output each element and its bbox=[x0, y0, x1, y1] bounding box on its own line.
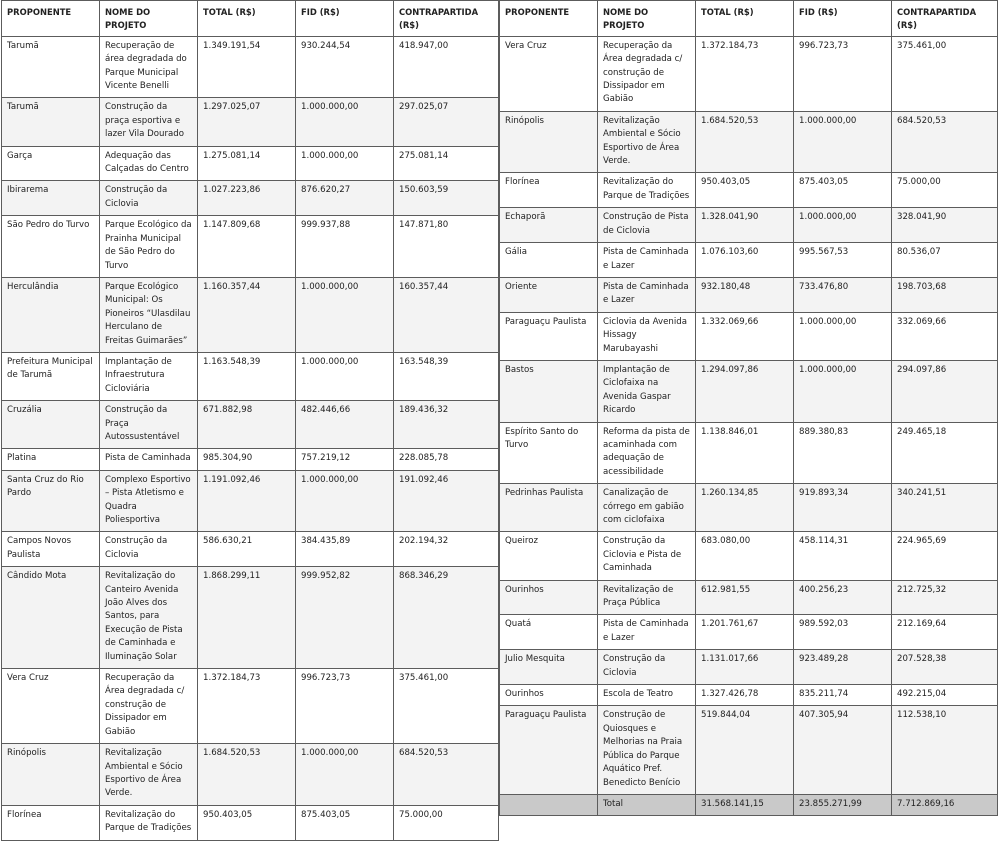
cell-fid: 999.937,88 bbox=[296, 216, 394, 278]
table-row bbox=[2, 805, 499, 840]
table-row bbox=[500, 277, 998, 312]
cell-contrapartida: 212.725,32 bbox=[892, 580, 998, 615]
cell-fid: 1.000.000,00 bbox=[296, 277, 394, 352]
cell-proponente: Platina bbox=[2, 449, 100, 470]
cell-fid: 400.256,23 bbox=[794, 580, 892, 615]
cell-contrapartida: 375.461,00 bbox=[892, 36, 998, 111]
cell-projeto: Pista de Caminhada bbox=[100, 449, 198, 470]
cell-projeto: Construção de Pista de Ciclovia bbox=[598, 208, 696, 243]
cell-contrapartida: 294.097,86 bbox=[892, 360, 998, 422]
table-row bbox=[500, 243, 998, 278]
cell-projeto: Construção da praça esportiva e lazer Vila Dourado bbox=[100, 98, 198, 146]
header-total: TOTAL (R$) bbox=[696, 1, 794, 37]
cell-total: 1.138.846,01 bbox=[696, 422, 794, 484]
cell-projeto: Construção da Ciclovia bbox=[598, 650, 696, 685]
cell-fid: 733.476,80 bbox=[794, 277, 892, 312]
cell-projeto: Canalização de córrego em gabião com ciclofaixa bbox=[598, 484, 696, 532]
cell-projeto: Construção da Ciclovia e Pista de Caminhada bbox=[598, 532, 696, 580]
cell-projeto: Parque Ecológico da Prainha Municipal de São Pedro do Turvo bbox=[100, 216, 198, 278]
cell-total: 1.372.184,73 bbox=[198, 669, 296, 744]
table-row bbox=[2, 401, 499, 449]
cell-fid: 995.567,53 bbox=[794, 243, 892, 278]
cell-fid: 407.305,94 bbox=[794, 706, 892, 794]
cell-fid: 876.620,27 bbox=[296, 181, 394, 216]
header-fid: FID (R$) bbox=[794, 1, 892, 37]
table-row bbox=[2, 277, 499, 352]
table-row bbox=[500, 532, 998, 580]
cell-fid: 999.952,82 bbox=[296, 567, 394, 669]
table-row bbox=[500, 484, 998, 532]
cell-contrapartida: 684.520,53 bbox=[394, 744, 499, 806]
cell-proponente: Pedrinhas Paulista bbox=[500, 484, 598, 532]
cell-total: 1.868.299,11 bbox=[198, 567, 296, 669]
cell-fid: 1.000.000,00 bbox=[794, 360, 892, 422]
cell-projeto: Recuperação da Área degradada c/ construção de Dissipador em Gabião bbox=[100, 669, 198, 744]
cell-proponente: Tarumã bbox=[2, 98, 100, 146]
table-row bbox=[500, 650, 998, 685]
cell-contrapartida: 340.241,51 bbox=[892, 484, 998, 532]
cell-fid: 1.000.000,00 bbox=[296, 470, 394, 532]
table-row bbox=[500, 208, 998, 243]
cell-contrapartida: 80.536,07 bbox=[892, 243, 998, 278]
cell-proponente: Florínea bbox=[2, 805, 100, 840]
cell-fid: 1.000.000,00 bbox=[296, 98, 394, 146]
header-total: TOTAL (R$) bbox=[198, 1, 296, 37]
cell-projeto: Revitalização do Canteiro Avenida João Alves dos Santos, para Execução de Pista de Caminhada e Iluminação Solar bbox=[100, 567, 198, 669]
cell-contrapartida: 112.538,10 bbox=[892, 706, 998, 794]
cell-proponente: Julio Mesquita bbox=[500, 650, 598, 685]
cell-total: 683.080,00 bbox=[696, 532, 794, 580]
cell-total: 1.294.097,86 bbox=[696, 360, 794, 422]
cell-contrapartida: 75.000,00 bbox=[892, 173, 998, 208]
cell-total: 1.163.548,39 bbox=[198, 352, 296, 400]
cell-proponente: Ourinhos bbox=[500, 685, 598, 706]
cell-proponente: Espírito Santo do Turvo bbox=[500, 422, 598, 484]
header-projeto: NOME DO PROJETO bbox=[598, 1, 696, 37]
cell-total: 1.131.017,66 bbox=[696, 650, 794, 685]
table-row bbox=[500, 580, 998, 615]
cell-total: 950.403,05 bbox=[696, 173, 794, 208]
cell-fid: 1.000.000,00 bbox=[296, 744, 394, 806]
cell-fid: 919.893,34 bbox=[794, 484, 892, 532]
header-proponente: PROPONENTE bbox=[500, 1, 598, 37]
cell-proponente: Echaporã bbox=[500, 208, 598, 243]
cell-contrapartida: 228.085,78 bbox=[394, 449, 499, 470]
cell-contrapartida: 212.169,64 bbox=[892, 615, 998, 650]
cell-projeto: Revitalização de Praça Pública bbox=[598, 580, 696, 615]
cell-contrapartida: 328.041,90 bbox=[892, 208, 998, 243]
cell-total: 1.275.081,14 bbox=[198, 146, 296, 181]
cell-projeto: Revitalização do Parque de Tradições bbox=[100, 805, 198, 840]
cell-contrapartida: 75.000,00 bbox=[394, 805, 499, 840]
cell-proponente: Paraguaçu Paulista bbox=[500, 312, 598, 360]
cell-projeto: Revitalização Ambiental e Sócio Esportivo de Área Verde. bbox=[598, 111, 696, 173]
cell-projeto: Pista de Caminhada e Lazer bbox=[598, 615, 696, 650]
cell-proponente: Quatá bbox=[500, 615, 598, 650]
cell-total: 671.882,98 bbox=[198, 401, 296, 449]
cell-proponente: Herculândia bbox=[2, 277, 100, 352]
cell-proponente: Prefeitura Municipal de Tarumã bbox=[2, 352, 100, 400]
cell-total: 1.349.191,54 bbox=[198, 36, 296, 98]
cell-contrapartida: 163.548,39 bbox=[394, 352, 499, 400]
cell-proponente: Bastos bbox=[500, 360, 598, 422]
cell-total: 1.297.025,07 bbox=[198, 98, 296, 146]
table-row bbox=[2, 146, 499, 181]
cell-contrapartida: 160.357,44 bbox=[394, 277, 499, 352]
cell-contrapartida: 224.965,69 bbox=[892, 532, 998, 580]
cell-contrapartida: 492.215,04 bbox=[892, 685, 998, 706]
cell-fid: 835.211,74 bbox=[794, 685, 892, 706]
cell-total: 1.201.761,67 bbox=[696, 615, 794, 650]
cell-contrapartida: 275.081,14 bbox=[394, 146, 499, 181]
cell-total: 1.328.041,90 bbox=[696, 208, 794, 243]
table-row bbox=[2, 744, 499, 806]
table-row bbox=[2, 449, 499, 470]
cell-fid: 889.380,83 bbox=[794, 422, 892, 484]
cell-total: 519.844,04 bbox=[696, 706, 794, 794]
cell-total: 1.191.092,46 bbox=[198, 470, 296, 532]
cell-projeto: Reforma da pista de acaminhada com adequação de acessibilidade bbox=[598, 422, 696, 484]
cell-total: 950.403,05 bbox=[198, 805, 296, 840]
cell-fid: 875.403,05 bbox=[794, 173, 892, 208]
cell-projeto: Construção da Praça Autossustentável bbox=[100, 401, 198, 449]
cell-projeto: Parque Ecológico Municipal: Os Pioneiros “Ulasdilau Herculano de Freitas Guimarães” bbox=[100, 277, 198, 352]
cell-fid: 1.000.000,00 bbox=[794, 312, 892, 360]
cell-total: 985.304,90 bbox=[198, 449, 296, 470]
cell-proponente: Paraguaçu Paulista bbox=[500, 706, 598, 794]
cell-total: 1.332.069,66 bbox=[696, 312, 794, 360]
header-fid: FID (R$) bbox=[296, 1, 394, 37]
cell-projeto: Recuperação da Área degradada c/ construção de Dissipador em Gabião bbox=[598, 36, 696, 111]
header-row bbox=[2, 1, 499, 37]
cell-contrapartida: 150.603,59 bbox=[394, 181, 499, 216]
cell-fid: 996.723,73 bbox=[296, 669, 394, 744]
cell-fid: 989.592,03 bbox=[794, 615, 892, 650]
table-row bbox=[500, 312, 998, 360]
table-row bbox=[500, 111, 998, 173]
cell-contrapartida: 191.092,46 bbox=[394, 470, 499, 532]
cell-contrapartida: 249.465,18 bbox=[892, 422, 998, 484]
table-row bbox=[2, 567, 499, 669]
cell-projeto: Implantação de Infraestrutura Cicloviária bbox=[100, 352, 198, 400]
cell-proponente: Garça bbox=[2, 146, 100, 181]
cell-total: 1.147.809,68 bbox=[198, 216, 296, 278]
cell-total: 1.684.520,53 bbox=[696, 111, 794, 173]
cell-proponente: Florínea bbox=[500, 173, 598, 208]
table-row bbox=[500, 173, 998, 208]
cell-projeto: Pista de Caminhada e Lazer bbox=[598, 277, 696, 312]
total-fid: 23.855.271,99 bbox=[794, 794, 892, 815]
cell-projeto: Revitalização do Parque de Tradições bbox=[598, 173, 696, 208]
cell-fid: 1.000.000,00 bbox=[794, 111, 892, 173]
cell-projeto: Ciclovia da Avenida Hissagy Marubayashi bbox=[598, 312, 696, 360]
table-row bbox=[500, 36, 998, 111]
cell-contrapartida: 198.703,68 bbox=[892, 277, 998, 312]
header-contrapartida: CONTRAPARTIDA (R$) bbox=[394, 1, 499, 37]
cell-proponente: São Pedro do Turvo bbox=[2, 216, 100, 278]
cell-total: 1.076.103,60 bbox=[696, 243, 794, 278]
table-row bbox=[2, 352, 499, 400]
cell-total: 1.327.426,78 bbox=[696, 685, 794, 706]
cell-proponente: Campos Novos Paulista bbox=[2, 532, 100, 567]
cell-fid: 458.114,31 bbox=[794, 532, 892, 580]
table-row bbox=[500, 685, 998, 706]
table-row bbox=[2, 669, 499, 744]
table-row bbox=[500, 615, 998, 650]
total-contrapartida: 7.712.869,16 bbox=[892, 794, 998, 815]
cell-fid: 1.000.000,00 bbox=[794, 208, 892, 243]
table-row bbox=[2, 98, 499, 146]
cell-fid: 875.403,05 bbox=[296, 805, 394, 840]
table-row bbox=[2, 532, 499, 567]
header-proponente: PROPONENTE bbox=[2, 1, 100, 37]
table-row bbox=[2, 181, 499, 216]
cell-projeto: Pista de Caminhada e Lazer bbox=[598, 243, 696, 278]
cell-proponente: Queiroz bbox=[500, 532, 598, 580]
table-row bbox=[500, 360, 998, 422]
cell-contrapartida: 189.436,32 bbox=[394, 401, 499, 449]
cell-total: 586.630,21 bbox=[198, 532, 296, 567]
cell-projeto: Construção da Ciclovia bbox=[100, 181, 198, 216]
cell-proponente: Rinópolis bbox=[2, 744, 100, 806]
cell-projeto: Adequação das Calçadas do Centro bbox=[100, 146, 198, 181]
total-label: Total bbox=[598, 794, 696, 815]
cell-projeto: Escola de Teatro bbox=[598, 685, 696, 706]
cell-proponente: Ourinhos bbox=[500, 580, 598, 615]
cell-proponente: Rinópolis bbox=[500, 111, 598, 173]
cell-projeto: Implantação de Ciclofaixa na Avenida Gaspar Ricardo bbox=[598, 360, 696, 422]
cell-contrapartida: 147.871,80 bbox=[394, 216, 499, 278]
cell-proponente: Gália bbox=[500, 243, 598, 278]
cell-fid: 482.446,66 bbox=[296, 401, 394, 449]
cell-fid: 996.723,73 bbox=[794, 36, 892, 111]
cell-fid: 757.219,12 bbox=[296, 449, 394, 470]
projects-table-right bbox=[499, 0, 998, 816]
cell-projeto: Construção da Ciclovia bbox=[100, 532, 198, 567]
cell-total: 1.160.357,44 bbox=[198, 277, 296, 352]
cell-contrapartida: 375.461,00 bbox=[394, 669, 499, 744]
total-value: 31.568.141,15 bbox=[696, 794, 794, 815]
cell-contrapartida: 684.520,53 bbox=[892, 111, 998, 173]
cell-proponente: Vera Cruz bbox=[2, 669, 100, 744]
cell-contrapartida: 332.069,66 bbox=[892, 312, 998, 360]
cell-proponente: Cândido Mota bbox=[2, 567, 100, 669]
cell-contrapartida: 297.025,07 bbox=[394, 98, 499, 146]
cell-fid: 930.244,54 bbox=[296, 36, 394, 98]
header-row bbox=[500, 1, 998, 37]
cell-contrapartida: 418.947,00 bbox=[394, 36, 499, 98]
cell-contrapartida: 868.346,29 bbox=[394, 567, 499, 669]
cell-fid: 1.000.000,00 bbox=[296, 352, 394, 400]
cell-total: 932.180,48 bbox=[696, 277, 794, 312]
cell-fid: 923.489,28 bbox=[794, 650, 892, 685]
cell-total: 1.027.223,86 bbox=[198, 181, 296, 216]
cell-total: 1.260.134,85 bbox=[696, 484, 794, 532]
cell-proponente: Vera Cruz bbox=[500, 36, 598, 111]
cell-proponente: Ibirarema bbox=[2, 181, 100, 216]
table-row bbox=[2, 470, 499, 532]
cell-contrapartida: 202.194,32 bbox=[394, 532, 499, 567]
cell-proponente: Santa Cruz do Rio Pardo bbox=[2, 470, 100, 532]
cell-total: 612.981,55 bbox=[696, 580, 794, 615]
cell-proponente: Cruzália bbox=[2, 401, 100, 449]
cell-proponente: Tarumã bbox=[2, 36, 100, 98]
cell-fid: 1.000.000,00 bbox=[296, 146, 394, 181]
header-contrapartida: CONTRAPARTIDA (R$) bbox=[892, 1, 998, 37]
table-row bbox=[2, 36, 499, 98]
cell-projeto: Construção de Quiosques e Melhorias na Praia Pública do Parque Aquático Pref. Benedicto Benício bbox=[598, 706, 696, 794]
cell-total: 1.372.184,73 bbox=[696, 36, 794, 111]
header-projeto: NOME DO PROJETO bbox=[100, 1, 198, 37]
cell-projeto: Complexo Esportivo – Pista Atletismo e Quadra Poliesportiva bbox=[100, 470, 198, 532]
projects-table-left bbox=[1, 0, 499, 841]
cell-projeto: Recuperação de área degradada do Parque Municipal Vicente Benelli bbox=[100, 36, 198, 98]
total-spacer bbox=[500, 794, 598, 815]
cell-proponente: Oriente bbox=[500, 277, 598, 312]
cell-fid: 384.435,89 bbox=[296, 532, 394, 567]
table-row bbox=[500, 706, 998, 794]
cell-contrapartida: 207.528,38 bbox=[892, 650, 998, 685]
total-row bbox=[500, 794, 998, 815]
table-row bbox=[2, 216, 499, 278]
cell-projeto: Revitalização Ambiental e Sócio Esportivo de Área Verde. bbox=[100, 744, 198, 806]
cell-total: 1.684.520,53 bbox=[198, 744, 296, 806]
table-row bbox=[500, 422, 998, 484]
